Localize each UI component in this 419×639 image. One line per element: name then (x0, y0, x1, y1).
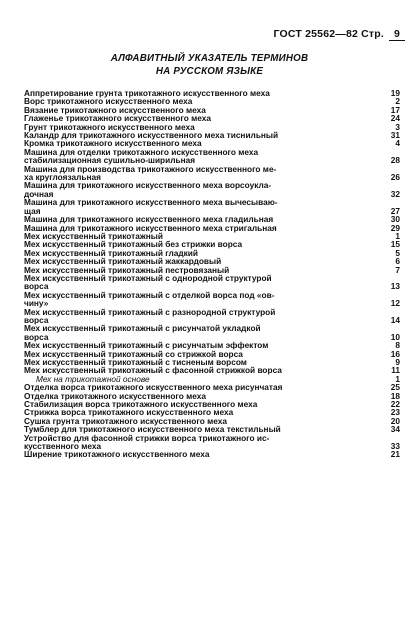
index-entry (24, 450, 400, 458)
term-index-list (24, 89, 400, 459)
index-entry-term: Машина для трикотажного искусственного меха стригальная (24, 222, 277, 233)
index-entry-number: 27 (390, 205, 400, 216)
index-entry-term: Мех искусственный трикотажный пестровязаный (24, 264, 230, 275)
index-entry-term: Грунт трикотажного искусственного меха (24, 121, 195, 132)
index-entry-term: Кромка трикотажного искусственного меха (24, 138, 202, 149)
index-entry-term: Машина для трикотажного искусственного меха ворсоукла- дочная (24, 180, 272, 199)
index-entry-number: 10 (390, 331, 400, 342)
index-entry-number: 24 (390, 113, 400, 124)
index-entry-term: Мех искусственный трикотажный со стрижкой ворса (24, 348, 243, 359)
index-entry-number: 8 (395, 340, 400, 351)
index-entry-number: 31 (390, 130, 400, 141)
index-entry-number: 28 (390, 155, 400, 166)
index-entry-term: Машина для производства трикотажного искусственного ме- ха круглоязальная (24, 163, 277, 183)
index-entry-term: Мех искусственный трикотажный с тисненым ворсом (24, 357, 247, 367)
index-entry-number: 14 (390, 314, 400, 325)
index-entry-term: Мех искусственный трикотажный с рисунчатой укладкой ворса (24, 323, 261, 342)
index-entry (24, 198, 400, 215)
index-entry-term: Аппретирование грунта трикотажного искусственного меха (24, 88, 270, 98)
index-entry-number: 16 (390, 348, 400, 359)
index-entry (24, 308, 400, 325)
index-entry-term: Стрижка ворса трикотажного искусственного меха (24, 407, 234, 418)
index-entry-term: Машина для трикотажного искусственного меха вычесываю- щая (24, 197, 278, 216)
index-entry-number: 26 (390, 172, 400, 183)
index-entry-number: 15 (390, 239, 400, 250)
index-entry-term: Мех на трикотажной основе (36, 373, 150, 384)
index-entry-number: 21 (390, 449, 400, 460)
index-entry-term: Машина для отделки трикотажного искусственного меха стабилизационная сушильно-ширильная (24, 146, 259, 166)
index-entry (24, 274, 400, 291)
index-entry-term: Мех искусственный трикотажный жаккардовый (24, 256, 222, 267)
index-entry-number: 2 (395, 96, 400, 107)
index-entry-term: Отделка ворса трикотажного искусственного меха рисунчатая (24, 382, 283, 393)
index-entry-term: Мех искусственный трикотажный с отделкой ворса под «ов- чину» (24, 289, 275, 309)
index-entry-number: 18 (390, 390, 400, 401)
index-entry-number: 7 (395, 264, 400, 275)
index-entry-number: 9 (395, 357, 400, 367)
index-entry-number: 12 (390, 298, 400, 309)
index-entry-number: 4 (395, 138, 400, 149)
index-entry (24, 291, 400, 308)
index-entry-term: Мех искусственный трикотажный с однородной структурой ворса (24, 272, 272, 292)
standard-code: ГОСТ 25562—82 (273, 28, 359, 40)
index-entry-number: 1 (395, 230, 400, 241)
index-entry-term: Тумблер для трикотажного искусственного меха текстильный (24, 424, 281, 435)
index-entry-number: 32 (390, 188, 400, 199)
index-entry-number: 19 (390, 88, 400, 98)
index-entry-number: 3 (395, 121, 400, 132)
page-header (273, 28, 405, 41)
index-entry-term: Мех искусственный трикотажный гладкий (24, 247, 198, 258)
index-entry-number: 22 (390, 399, 400, 410)
index-entry-term: Мех искусственный трикотажный с рисунчатым эффектом (24, 340, 269, 351)
index-entry-term: Вязание трикотажного искусственного меха (24, 104, 206, 115)
page-label: Стр. (361, 28, 384, 40)
index-entry-term: Мех искусственный трикотажный с разнородной структурой ворса (24, 306, 276, 325)
index-entry-number: 11 (391, 365, 400, 376)
index-entry-number: 6 (395, 256, 400, 267)
index-entry-number: 25 (390, 382, 400, 393)
index-entry-term: Машина для трикотажного искусственного меха гладильная (24, 214, 274, 225)
index-title (0, 52, 419, 78)
index-entry-term: Мех искусственный трикотажный без стрижки ворса (24, 239, 243, 250)
index-title-line-2: НА РУССКОМ ЯЗЫКЕ (155, 66, 264, 77)
page-number: 9 (389, 28, 405, 41)
index-entry-number: 33 (390, 441, 400, 452)
index-entry-term: Ширение трикотажного искусственного меха (24, 449, 210, 460)
index-entry-number: 23 (390, 407, 400, 418)
index-entry (24, 148, 400, 165)
index-entry (24, 324, 400, 341)
index-entry-number: 20 (390, 415, 400, 426)
index-entry-number: 34 (390, 424, 400, 435)
index-entry-term: Мех искусственный трикотажный с фасонной стрижкой ворса (24, 365, 282, 376)
index-entry-term: Каландр для трикотажного искусственного меха тиснильный (24, 130, 279, 141)
index-entry-number: 13 (390, 281, 400, 292)
index-entry-term: Глаженье трикотажного искусственного меха (24, 113, 211, 124)
index-entry-term: Ворс трикотажного искусственного меха (24, 96, 193, 107)
index-entry-number: 30 (390, 214, 400, 225)
index-entry-term: Стабилизация ворса трикотажного искусственного меха (24, 399, 258, 410)
index-title-line-1: АЛФАВИТНЫЙ УКАЗАТЕЛЬ ТЕРМИНОВ (110, 53, 309, 64)
index-entry (24, 181, 400, 198)
index-entry-term: Устройство для фасонной стрижки ворса трикотажного ис- кусственного меха (24, 432, 270, 452)
index-entry-number: 17 (390, 104, 400, 115)
index-entry-term: Мех искусственный трикотажный (24, 230, 163, 241)
index-entry-number: 1 (395, 373, 400, 384)
index-entry-number: 5 (395, 247, 400, 258)
index-entry (24, 165, 400, 182)
index-entry (24, 434, 400, 451)
index-entry-term: Сушка грунта трикотажного искусственного меха (24, 415, 227, 426)
index-entry-term: Отделка трикотажного искусственного меха (24, 390, 206, 401)
index-entry-number: 29 (390, 222, 400, 233)
